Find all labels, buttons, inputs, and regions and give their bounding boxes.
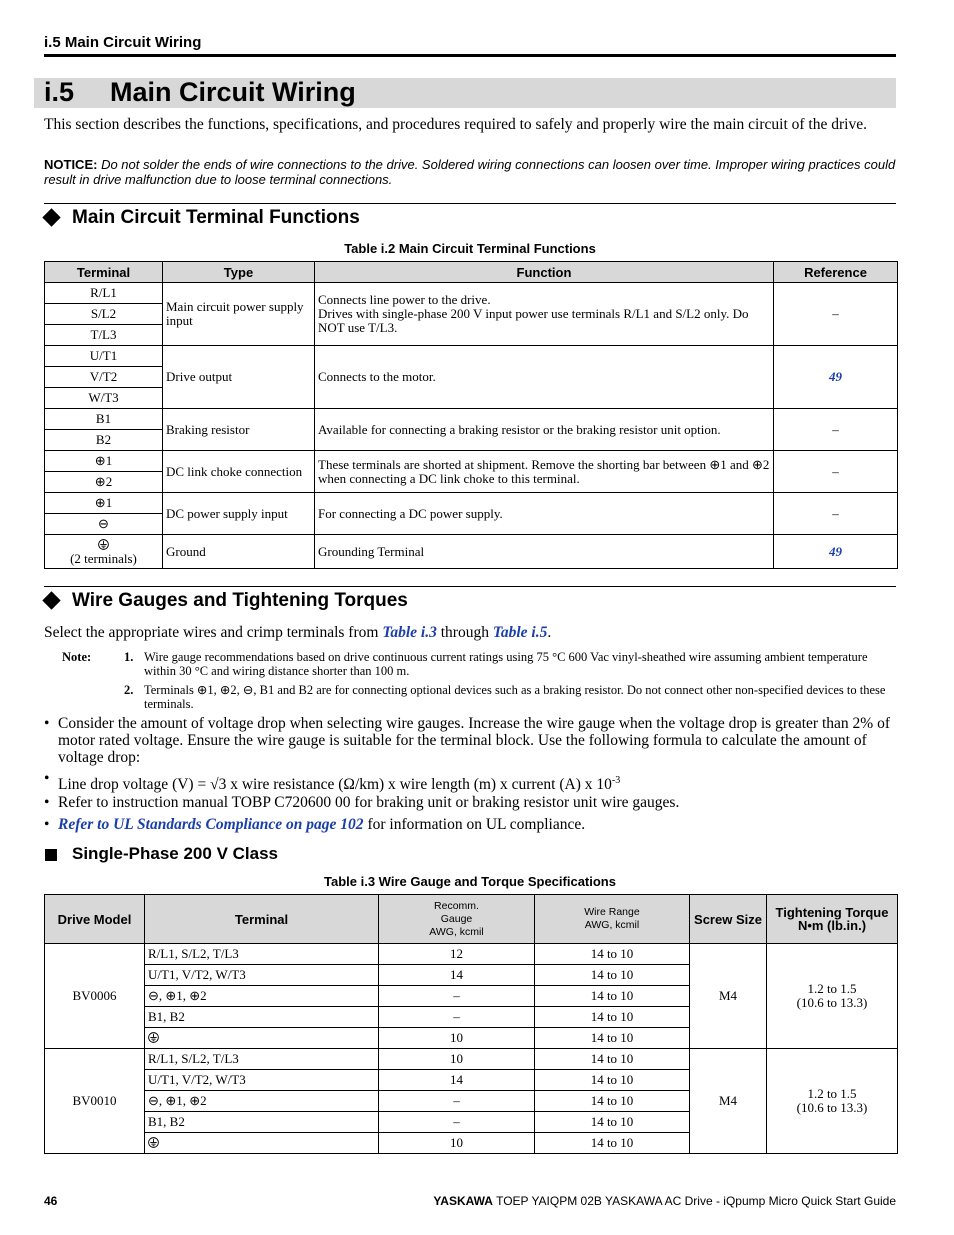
- table-row: [45, 535, 898, 569]
- section-title: Main Circuit Wiring: [110, 77, 356, 107]
- wire-range-cell: 14 to 10: [535, 1049, 690, 1070]
- notice-text: Do not solder the ends of wire connections to the drive. Soldered wiring connections can loosen over time. Improper wiring practices could result in drive malfunction due to loose terminal connections.: [44, 157, 896, 187]
- terminal-cell: ⊖, ⊕1, ⊕2: [145, 1091, 379, 1112]
- heading-wire-gauges: Wire Gauges and Tightening Torques: [72, 590, 408, 611]
- wire-range-cell: 14 to 10: [535, 965, 690, 986]
- table-caption: Table i.3 Wire Gauge and Torque Specifications: [324, 874, 616, 889]
- function-cell: Connects line power to the drive. Drives with single-phase 200 V input power use terminals R/L1 and S/L2 only. Do NOT use T/L3.: [315, 283, 774, 346]
- note-number: 1.: [124, 650, 134, 664]
- table-i3-link[interactable]: Table i.3: [382, 624, 437, 641]
- bullet-dot-icon: •: [44, 794, 50, 811]
- heading-single-phase: Single-Phase 200 V Class: [72, 844, 278, 863]
- bullet-ul: Refer to UL Standards Compliance on page 102 for information on UL compliance.: [58, 816, 586, 833]
- terminal-cell: (2 terminals): [45, 535, 163, 569]
- col-header-2: Function: [315, 262, 774, 283]
- terminal-functions-table: [44, 261, 898, 569]
- note-text: Terminals ⊕1, ⊕2, ⊖, B1 and B2 are for connecting optional devices such as a braking resistor. Do not connect other non-specified devices to these terminals.: [144, 683, 886, 711]
- wire-range-cell: 14 to 10: [535, 1091, 690, 1112]
- bullet-dot-icon: •: [44, 770, 50, 787]
- type-cell: Braking resistor: [163, 409, 315, 451]
- function-cell: Connects to the motor.: [315, 346, 774, 409]
- gauge-cell: –: [379, 986, 535, 1007]
- wire-gauge-table: [44, 894, 898, 1154]
- table-row: [45, 944, 898, 965]
- reference-cell[interactable]: 49: [774, 346, 898, 409]
- terminal-cell: B1, B2: [145, 1007, 379, 1028]
- col-header-3: Reference: [774, 262, 898, 283]
- terminal-cell: B1, B2: [145, 1112, 379, 1133]
- torque-cell: 1.2 to 1.5 (10.6 to 13.3): [767, 1049, 898, 1154]
- terminal-cell: ⊕2: [45, 472, 163, 493]
- terminal-cell: T/L3: [45, 325, 163, 346]
- function-cell: For connecting a DC power supply.: [315, 493, 774, 535]
- gauge-cell: 14: [379, 965, 535, 986]
- drive-model-cell: BV0010: [45, 1049, 145, 1154]
- function-cell: Available for connecting a braking resistor or the braking resistor unit option.: [315, 409, 774, 451]
- reference-cell: –: [774, 283, 898, 346]
- intro-paragraph: This section describes the functions, specifications, and procedures required to safely and properly wire the main circuit of the drive.: [44, 116, 867, 133]
- heading-terminal-functions: Main Circuit Terminal Functions: [72, 207, 360, 228]
- section-number: i.5: [44, 77, 75, 107]
- type-cell: Drive output: [163, 346, 315, 409]
- running-header: i.5 Main Circuit Wiring: [44, 34, 202, 51]
- notice: [44, 157, 900, 187]
- table-caption: Table i.2 Main Circuit Terminal Functions: [344, 241, 596, 256]
- terminal-cell: ⊕1: [45, 451, 163, 472]
- table-row: [45, 493, 898, 514]
- table-row: [45, 283, 898, 304]
- terminal-cell: U/T1, V/T2, W/T3: [145, 1070, 379, 1091]
- gauge-cell: 10: [379, 1028, 535, 1049]
- footer-doc-title: YASKAWA TOEP YAIQPM 02B YASKAWA AC Drive - iQpump Micro Quick Start Guide: [433, 1194, 896, 1208]
- diamond-bullet-icon: [42, 208, 60, 226]
- terminal-cell: U/T1, V/T2, W/T3: [145, 965, 379, 986]
- function-cell: Grounding Terminal: [315, 535, 774, 569]
- col-recomm-gauge: Recomm. Gauge AWG, kcmil: [379, 895, 535, 944]
- note-text: Wire gauge recommendations based on drive continuous current ratings using 75 °C 600 Vac vinyl-sheathed wire assuming ambient temperature within 30 °C and wiring distance shorter than 100 m.: [144, 650, 868, 678]
- gauge-cell: 10: [379, 1049, 535, 1070]
- select-text: Select the appropriate wires and crimp terminals from Table i.3 through Table i.5.: [44, 624, 552, 641]
- terminal-cell: R/L1, S/L2, T/L3: [145, 944, 379, 965]
- table-row: [45, 346, 898, 367]
- wire-range-cell: 14 to 10: [535, 944, 690, 965]
- wire-range-cell: 14 to 10: [535, 986, 690, 1007]
- terminal-cell: U/T1: [45, 346, 163, 367]
- notice-label: NOTICE:: [44, 157, 98, 172]
- terminal-cell: B2: [45, 430, 163, 451]
- gauge-cell: –: [379, 1112, 535, 1133]
- gauge-cell: –: [379, 1007, 535, 1028]
- section-divider: [44, 203, 896, 204]
- note-number: 2.: [124, 683, 134, 697]
- terminal-cell: R/L1: [45, 283, 163, 304]
- gauge-cell: 10: [379, 1133, 535, 1154]
- reference-cell[interactable]: 49: [774, 535, 898, 569]
- bullet-braking-ref: Refer to instruction manual TOBP C720600 00 for braking unit or braking resistor unit wire gauges.: [58, 794, 680, 811]
- wire-range-cell: 14 to 10: [535, 1028, 690, 1049]
- terminal-cell: B1: [45, 409, 163, 430]
- wire-range-cell: 14 to 10: [535, 1133, 690, 1154]
- bullet-dot-icon: •: [44, 816, 50, 833]
- terminal-cell: [145, 1133, 379, 1154]
- type-cell: DC link choke connection: [163, 451, 315, 493]
- page-number: 46: [44, 1194, 58, 1208]
- gauge-cell: 12: [379, 944, 535, 965]
- table-row: [45, 451, 898, 472]
- header-rule: [44, 54, 896, 57]
- table-row: [45, 409, 898, 430]
- gauge-cell: 14: [379, 1070, 535, 1091]
- terminal-cell: V/T2: [45, 367, 163, 388]
- screw-size-cell: M4: [690, 944, 767, 1049]
- col-header-1: Type: [163, 262, 315, 283]
- terminal-cell: R/L1, S/L2, T/L3: [145, 1049, 379, 1070]
- torque-cell: 1.2 to 1.5 (10.6 to 13.3): [767, 944, 898, 1049]
- col-screw-size: Screw Size: [690, 895, 767, 944]
- square-bullet-icon: [45, 849, 57, 861]
- col-drive-model: Drive Model: [45, 895, 145, 944]
- terminal-cell: ⊖, ⊕1, ⊕2: [145, 986, 379, 1007]
- note-label: Note:: [62, 650, 92, 664]
- terminal-cell: [145, 1028, 379, 1049]
- section-divider: [44, 586, 896, 587]
- reference-cell: –: [774, 409, 898, 451]
- col-tightening-torque: Tightening Torque N•m (lb.in.): [767, 895, 898, 944]
- terminal-cell: S/L2: [45, 304, 163, 325]
- terminal-cell: ⊕1: [45, 493, 163, 514]
- type-cell: DC power supply input: [163, 493, 315, 535]
- ground-icon: [98, 539, 109, 550]
- drive-model-cell: BV0006: [45, 944, 145, 1049]
- screw-size-cell: M4: [690, 1049, 767, 1154]
- table-i5-link[interactable]: Table i.5: [492, 624, 548, 641]
- reference-cell: –: [774, 493, 898, 535]
- wire-range-cell: 14 to 10: [535, 1070, 690, 1091]
- bullet-dot-icon: •: [44, 715, 50, 732]
- col-terminal: Terminal: [145, 895, 379, 944]
- ground-icon: [148, 1137, 159, 1148]
- wire-range-cell: 14 to 10: [535, 1007, 690, 1028]
- function-cell: These terminals are shorted at shipment. Remove the shorting bar between ⊕1 and ⊕2 when connecting a DC link choke to this terminal.: [315, 451, 774, 493]
- reference-cell: –: [774, 451, 898, 493]
- col-header-0: Terminal: [45, 262, 163, 283]
- ul-compliance-link[interactable]: Refer to UL Standards Compliance on page 102: [58, 816, 364, 833]
- bullet-formula: Line drop voltage (V) = √3 x wire resistance (Ω/km) x wire length (m) x current (A) x $10^{-3}$: [58, 775, 621, 794]
- col-wire-range: Wire Range AWG, kcmil: [535, 895, 690, 944]
- gauge-cell: –: [379, 1091, 535, 1112]
- terminal-cell: ⊖: [45, 514, 163, 535]
- wire-range-cell: 14 to 10: [535, 1112, 690, 1133]
- type-cell: Ground: [163, 535, 315, 569]
- table-row: [45, 1049, 898, 1070]
- type-cell: Main circuit power supply input: [163, 283, 315, 346]
- ground-icon: [148, 1032, 159, 1043]
- terminal-cell: W/T3: [45, 388, 163, 409]
- diamond-bullet-icon: [42, 591, 60, 609]
- bullet-voltage-drop: Consider the amount of voltage drop when selecting wire gauges. Increase the wire gauge when the voltage drop is greater than 2% of motor rated voltage. Ensure the wire gauge is suitable for the terminal block. Use the following formula to calculate the amount of voltage drop:: [58, 715, 890, 766]
